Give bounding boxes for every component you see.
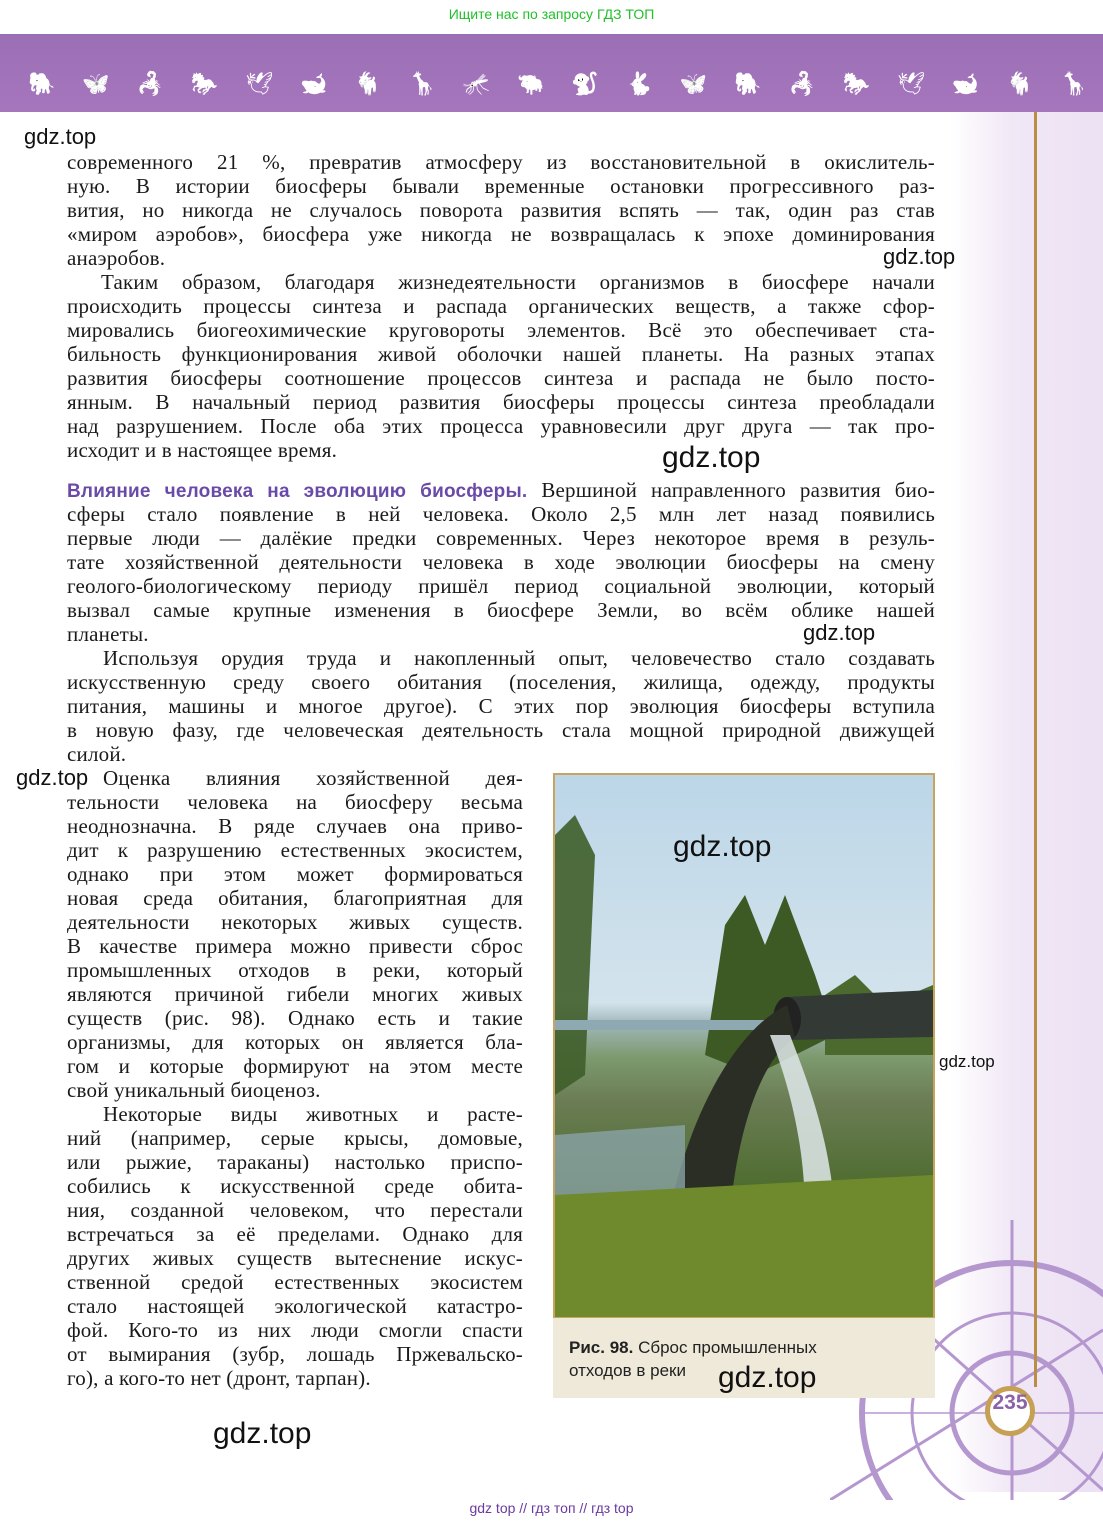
animal-silhouette-icon: 🐎 xyxy=(842,72,871,97)
watermark: gdz.top xyxy=(939,1052,995,1071)
text-line: В качестве примера можно привести сброс xyxy=(67,934,523,958)
animal-silhouette-icon: 🕊 xyxy=(897,72,925,97)
text-line: бильность функционирования живой оболочки нашей планеты. На разных этапах xyxy=(67,342,935,366)
animal-silhouette-icon: 🐘 xyxy=(734,72,762,97)
figure-caption-text: Сброс промышленных отходов в реки xyxy=(569,1338,817,1380)
text-line: от вымирания (зубр, лошадь Пржевальско- xyxy=(67,1342,523,1366)
page-number: 235 xyxy=(985,1386,1035,1436)
text-line: го), а кого-то нет (дронт, тарпан). xyxy=(67,1366,371,1390)
text-line: ную. В истории биосферы бывали временные остановки прогрессивного раз- xyxy=(67,174,935,198)
animal-silhouette-icon: 🦒 xyxy=(1060,72,1088,97)
watermark: gdz.top xyxy=(662,441,761,474)
gold-margin-line xyxy=(1034,112,1037,1387)
text-line: промышленных отходов в реки, который xyxy=(67,958,523,982)
watermark: gdz.top xyxy=(213,1417,312,1450)
animal-silhouettes xyxy=(28,72,1088,100)
text-line: деятельности некоторых живых существ. xyxy=(67,910,523,934)
animal-silhouette-icon: 🐋 xyxy=(299,72,328,97)
text-line: над разрушением. После оба этих процесса уравновесили друг друга — так про- xyxy=(67,414,935,438)
watermark: gdz.top xyxy=(883,244,956,269)
text-line: первые люди — далёкие предки современных. Через некоторое время в резуль- xyxy=(67,526,935,550)
text-line: дит к разрушению естественных экосистем, xyxy=(67,838,523,862)
text-line: современного 21 %, превратив атмосферу из восстановительной в окислитель- xyxy=(67,150,935,174)
text-line: являются причиной гибели многих живых xyxy=(67,982,523,1006)
animal-silhouette-icon: 🐘 xyxy=(28,72,56,97)
text-line: анаэробов. xyxy=(67,246,166,270)
search-hint: Ищите нас по запросу ГДЗ ТОП xyxy=(448,6,655,22)
text-line: планеты. xyxy=(67,622,149,646)
watermark: gdz.top xyxy=(803,620,876,645)
text-line: собились к искусственной среде обита- xyxy=(67,1174,523,1198)
text-line: Некоторые виды животных и расте- xyxy=(103,1102,523,1126)
header-banner xyxy=(0,34,1103,112)
text-line: вызвал самые крупные изменения в биосфере Земли, во всём облике нашей xyxy=(67,598,935,622)
text-line: или рыжие, тараканы) настолько приспо- xyxy=(67,1150,523,1174)
animal-silhouette-icon: 🐎 xyxy=(190,72,219,97)
text-line: тате хозяйственной деятельности человека в ходе эволюции биосферы на смену xyxy=(67,550,935,574)
text-line: питания, машины и многое другое). С этих пор эволюция биосферы вступила xyxy=(67,694,935,718)
text-line: организмы, для которых он является бла- xyxy=(67,1030,523,1054)
text-line: тельности человека на биосферу весьма xyxy=(67,790,523,814)
text-line: однако при этом может формироваться xyxy=(67,862,523,886)
text-line: исходит и в настоящее время. xyxy=(67,438,338,462)
text-line: силой. xyxy=(67,742,127,766)
text-line: геолого-биологическому периоду пришёл период социальной эволюции, который xyxy=(67,574,935,598)
animal-silhouette-icon: 🐒 xyxy=(571,72,599,97)
animal-silhouette-icon: 🦂 xyxy=(136,72,164,97)
text-line: «миром аэробов», биосфера уже никогда не возвращалась к эпохе доминирования xyxy=(67,222,935,246)
text-line: свой уникальный биоценоз. xyxy=(67,1078,321,1102)
watermark: gdz.top xyxy=(16,765,89,790)
text-line: сферы стало появление в ней человека. Около 2,5 млн лет назад появились xyxy=(67,502,935,526)
text-line: Таким образом, благодаря жизнедеятельности организмов в биосфере начали xyxy=(101,270,935,294)
footer-links: gdz top // гдз топ // гдз top xyxy=(469,1500,634,1516)
animal-silhouette-icon: 🦟 xyxy=(462,72,491,97)
text-line: Используя орудия труда и накопленный опыт, человечество стало создавать xyxy=(103,646,935,670)
animal-silhouette-icon: 🦋 xyxy=(82,72,110,97)
watermark: gdz.top xyxy=(24,124,97,149)
figure-label: Рис. 98. xyxy=(569,1338,634,1357)
watermark: gdz.top xyxy=(673,830,772,863)
text-line: ний (например, серые крысы, домовые, xyxy=(67,1126,523,1150)
animal-silhouette-icon: 🦂 xyxy=(788,72,816,97)
animal-silhouette-icon: 🦋 xyxy=(679,72,708,97)
animal-silhouette-icon: 🕊 xyxy=(245,72,274,97)
animal-silhouette-icon: 🐇 xyxy=(625,72,654,97)
text-line: гом и которые формируют на этом месте xyxy=(67,1054,523,1078)
text-line: новая среда обитания, благоприятная для xyxy=(67,886,523,910)
text-line: существ (рис. 98). Однако есть и такие xyxy=(67,1006,523,1030)
text-line: ния, созданной человеком, что перестали xyxy=(67,1198,523,1222)
text-line: неоднозначна. В ряде случаев она приво- xyxy=(67,814,523,838)
text-line: вития, но никогда не случалось поворота развития вспять — так, один раз став xyxy=(67,198,935,222)
text-line: Оценка влияния хозяйственной дея- xyxy=(103,766,523,790)
animal-silhouette-icon: 🐐 xyxy=(354,72,382,97)
text-line: янным. В начальный период развития биосферы процессы синтеза преобладали xyxy=(67,390,935,414)
text-line: в новую фазу, где человеческая деятельность стала мощной природной движущей xyxy=(67,718,935,742)
text-line: искусственную среду своего обитания (поселения, жилища, одежду, продукты xyxy=(67,670,935,694)
animal-silhouette-icon: 🦒 xyxy=(408,72,436,97)
watermark: gdz.top xyxy=(718,1361,817,1394)
text-line: других живых существ вытеснение искус- xyxy=(67,1246,523,1270)
text-line: происходить процессы синтеза и распада органических веществ, а также сфор- xyxy=(67,294,935,318)
animal-silhouette-icon: 🐐 xyxy=(1006,72,1034,97)
animal-silhouette-icon: 🐋 xyxy=(951,72,980,97)
text-line: фой. Кого-то из них люди смогли спасти xyxy=(67,1318,523,1342)
text-line: стало настоящей экологической катастро- xyxy=(67,1294,523,1318)
text-line: мировались биогеохимические круговороты элементов. Всё это обеспечивает ста- xyxy=(67,318,935,342)
section-heading: Влияние человека на эволюцию биосферы. xyxy=(67,481,528,502)
animal-silhouette-icon: 🐃 xyxy=(517,72,545,97)
text-line xyxy=(67,478,935,502)
text-line: встречаться за её пределами. Однако для xyxy=(67,1222,523,1246)
text-line: ственной средой естественных экосистем xyxy=(67,1270,523,1294)
text-line: развития биосферы соотношение процессов синтеза и распада не было посто- xyxy=(67,366,935,390)
text-line-content: Вершиной направленного развития био- xyxy=(541,478,935,502)
